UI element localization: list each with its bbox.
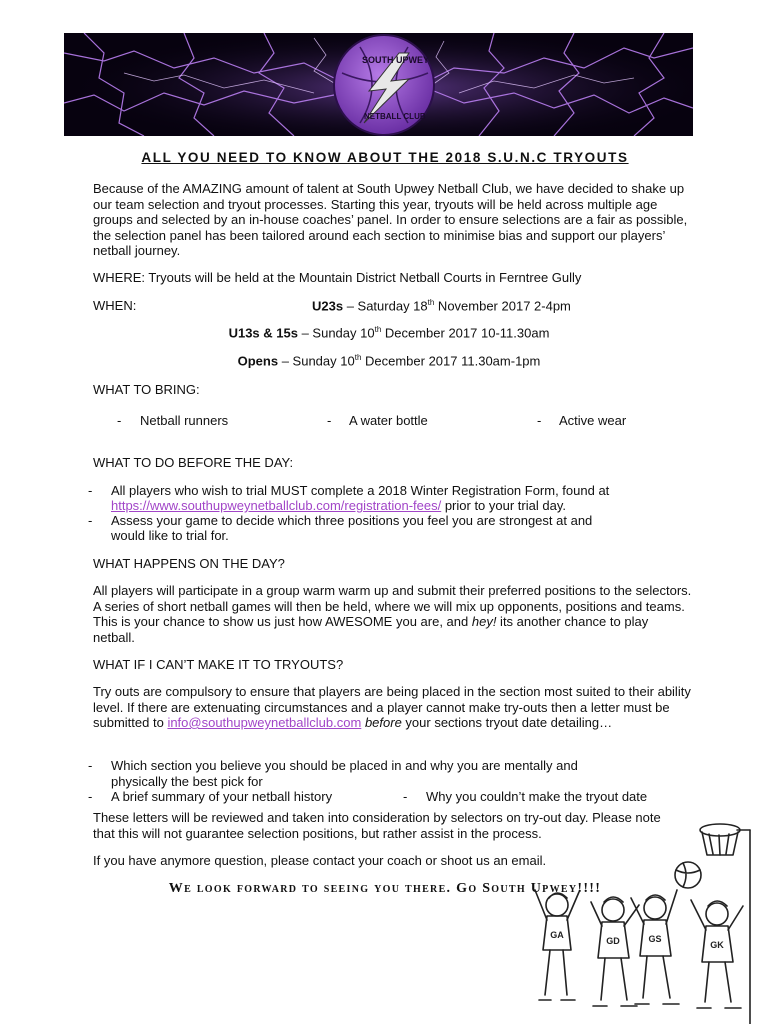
happens-paragraph (93, 583, 693, 645)
netball-players-illustration (505, 810, 770, 1024)
intro-paragraph: Because of the AMAZING amount of talent at South Upwey Netball Club, we have decided to shake up our team selection and tryout processes. Starting this year, tryouts will be held across multiple age groups and selected by an in-house coaches’ panel. In order to ensure selections are a fair as possible, the selection panel has been tailored around each section to minimise bias and support our players’ netball journey. (93, 181, 688, 258)
review-paragraph: These letters will be reviewed and taken into consideration by selectors on try-out day. Please note that this will not guarantee selection positions, but rather assist in the process. (93, 810, 661, 841)
session-time: December 2017 11.30am-1pm (361, 353, 541, 369)
bullet-dash: - (88, 513, 93, 528)
cant-text-end: your sections tryout date detailing… (401, 715, 613, 730)
when-label: WHEN: (93, 298, 137, 313)
session-date: – Sunday 10 (297, 325, 375, 341)
header-banner (64, 33, 693, 136)
before-heading: WHAT TO DO BEFORE THE DAY: (93, 455, 294, 470)
contact-line: If you have anymore question, please contact your coach or shoot us an email. (93, 853, 547, 868)
bullet-dash: - (88, 483, 93, 498)
ordinal-suffix: th (427, 298, 435, 307)
letter-item-1-line-2: physically the best pick for (111, 774, 263, 789)
cant-paragraph (93, 684, 693, 731)
letter-item-3: Why you couldn’t make the tryout date (426, 789, 648, 804)
bring-item: Active wear (559, 413, 627, 428)
before-item-2-line-1: Assess your game to decide which three positions you feel you are strongest at and (111, 513, 593, 528)
bullet-dash: - (537, 413, 542, 428)
cant-heading: WHAT IF I CAN’T MAKE IT TO TRYOUTS? (93, 657, 344, 672)
session-opens (0, 353, 770, 368)
session-group: Opens (237, 353, 279, 369)
session-date: – Saturday 18 (343, 298, 428, 314)
session-time: November 2017 2-4pm (434, 298, 571, 314)
before-item-1-suffix: prior to your trial day. (441, 498, 566, 513)
ordinal-suffix: th (354, 353, 362, 362)
happens-emphasis: hey! (471, 614, 497, 629)
logo-text-top: SOUTH UPWEY (362, 55, 430, 65)
happens-text-end: its another chance to play netball. (93, 614, 649, 645)
page-title: ALL YOU NEED TO KNOW ABOUT THE 2018 S.U.N.C TRYOUTS (141, 150, 629, 165)
session-group: U23s (312, 298, 344, 314)
bullet-dash: - (117, 413, 122, 428)
email-link[interactable]: info@southupweynetballclub.com (167, 715, 362, 730)
cant-emphasis: before (364, 715, 402, 730)
before-item-1-line-2 (111, 498, 566, 513)
lightning-banner-image (64, 33, 693, 136)
letter-item-1-line-1: Which section you believe you should be placed in and why you are mentally and (111, 758, 578, 773)
bring-heading: WHAT TO BRING: (93, 382, 200, 397)
session-u13-15 (0, 325, 770, 340)
bring-item: Netball runners (140, 413, 229, 428)
cant-text: Try outs are compulsory to ensure that players are being placed in the section most suited to their ability level. If there are extenuating circumstances and a player cannot make try-outs then a letter must be submitted to (93, 684, 691, 730)
bib-gd: GD (606, 936, 620, 946)
bullet-dash: - (88, 789, 93, 804)
session-date: – Sunday 10 (278, 353, 355, 369)
happens-text: All players will participate in a group warm warm up and submit their preferred positions to the selectors. A series of short netball games will then be held, where we will mix up opponents, positions and teams. This is your chance to show us just how AWESOME you are, and (93, 583, 692, 629)
bullet-dash: - (88, 758, 93, 773)
happens-heading: WHAT HAPPENS ON THE DAY? (93, 556, 285, 571)
bib-ga: GA (550, 930, 564, 940)
session-group: U13s & 15s (228, 325, 298, 341)
session-u23 (312, 298, 571, 313)
bib-gs: GS (648, 934, 662, 944)
bullet-dash: - (403, 789, 408, 804)
logo-text-bottom: NETBALL CLUB (364, 112, 426, 121)
bullet-dash: - (327, 413, 332, 428)
ordinal-suffix: th (374, 325, 382, 334)
bib-gk: GK (710, 940, 724, 950)
bring-item: A water bottle (349, 413, 428, 428)
where-line: WHERE: Tryouts will be held at the Mountain District Netball Courts in Ferntree Gully (93, 270, 582, 285)
closing-line: We look forward to seeing you there. Go South Upwey!!!! (168, 881, 602, 896)
before-item-2-line-2: would like to trial for. (111, 528, 229, 543)
session-time: December 2017 10-11.30am (381, 325, 550, 341)
registration-link[interactable]: https://www.southupweynetballclub.com/registration-fees/ (111, 498, 442, 513)
letter-item-2: A brief summary of your netball history (111, 789, 333, 804)
before-item-1-line-1: All players who wish to trial MUST complete a 2018 Winter Registration Form, found at (111, 483, 610, 498)
